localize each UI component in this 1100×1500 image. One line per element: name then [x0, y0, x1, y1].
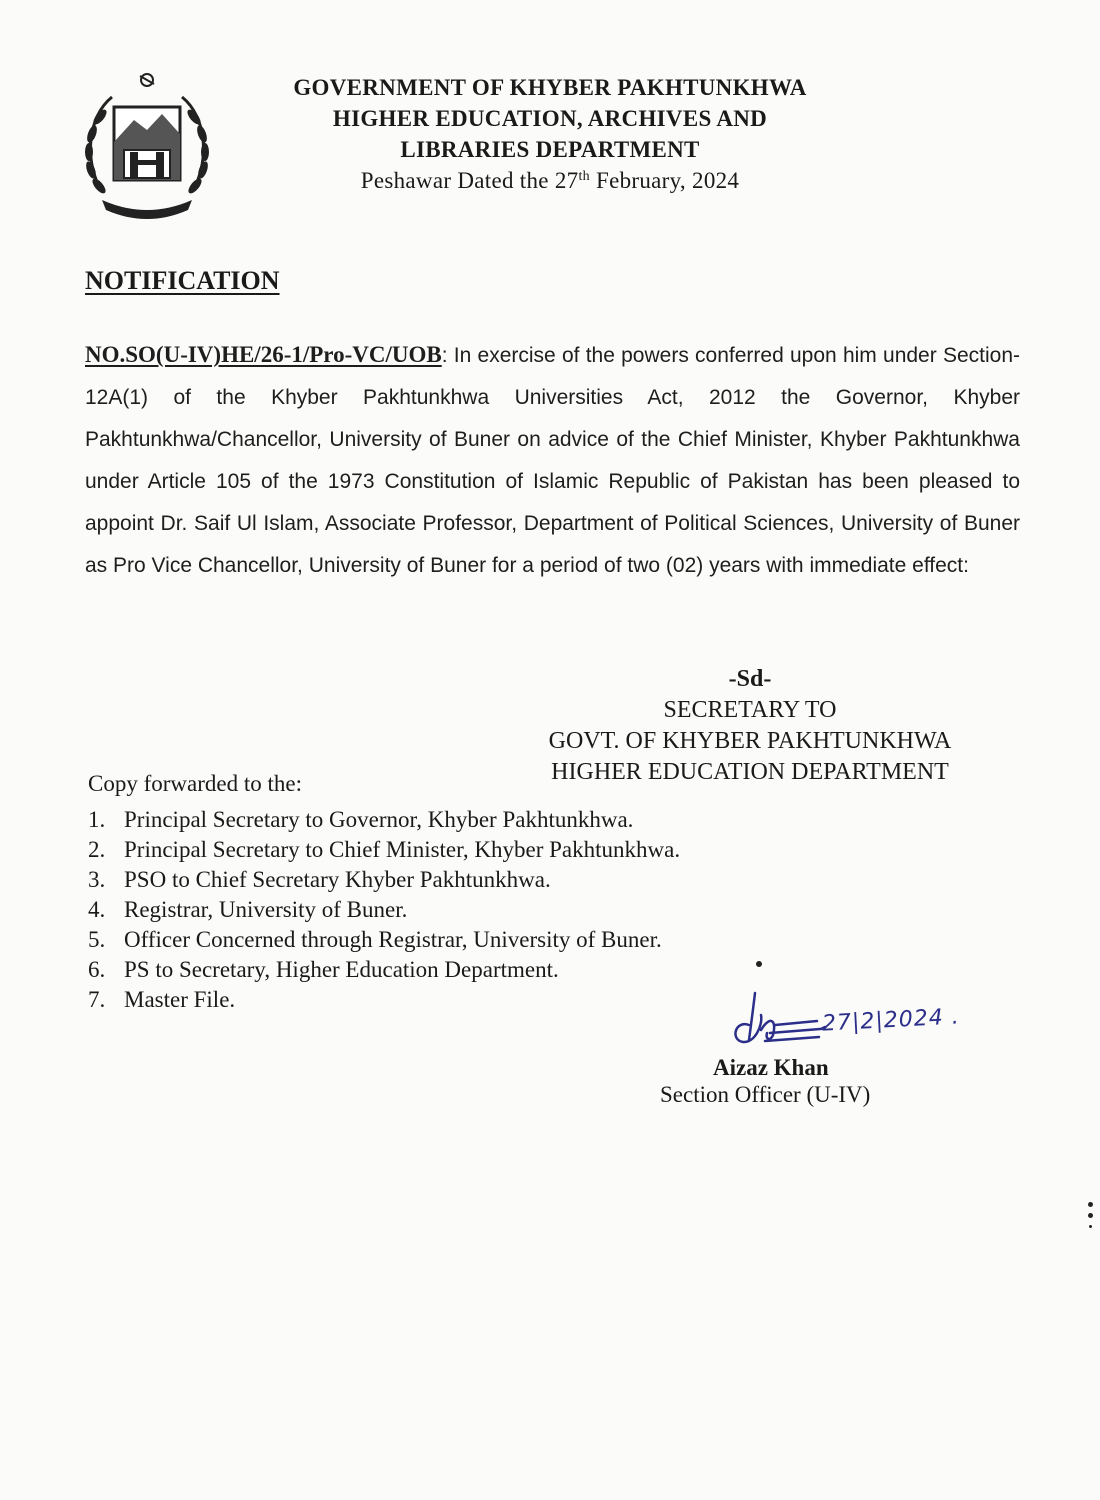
notification-title: NOTIFICATION: [85, 266, 280, 295]
margin-mark: [1088, 1202, 1093, 1207]
list-item: 3. PSO to Chief Secretary Khyber Pakhtunkhwa.: [88, 867, 551, 892]
signatory-block: [510, 664, 990, 788]
kp-government-emblem-icon: [72, 62, 222, 222]
ink-dot: [756, 961, 762, 967]
list-item: 4. Registrar, University of Buner.: [88, 897, 408, 922]
letterhead-government: GOVERNMENT OF KHYBER PAKHTUNKHWA: [293, 75, 807, 100]
signatory-line-1: SECRETARY TO: [663, 697, 837, 723]
list-item: 7. Master File.: [88, 987, 236, 1012]
list-item: 2. Principal Secretary to Chief Minister, Khyber Pakhtunkhwa.: [88, 837, 681, 862]
margin-mark: [1088, 1213, 1093, 1218]
dated-prefix: Peshawar Dated the 27: [360, 168, 579, 193]
letterhead-department-2: LIBRARIES DEPARTMENT: [400, 137, 700, 162]
signatory-line-3: HIGHER EDUCATION DEPARTMENT: [551, 759, 949, 785]
dated-ordinal: th: [578, 169, 590, 184]
letterhead-department-1: HIGHER EDUCATION, ARCHIVES AND: [332, 106, 768, 131]
dated-suffix: February, 2024: [589, 168, 740, 193]
signed-mark: -Sd-: [728, 666, 772, 692]
signature-date: 27|2|2024 .: [821, 1004, 961, 1037]
list-item: 5. Officer Concerned through Registrar, University of Buner.: [88, 927, 662, 952]
signatory-line-2: GOVT. OF KHYBER PAKHTUNKHWA: [548, 728, 952, 754]
list-item: 1. Principal Secretary to Governor, Khyber Pakhtunkhwa.: [88, 807, 634, 832]
reference-number: NO.SO(U-IV)HE/26-1/Pro-VC/UOB: [85, 342, 442, 367]
copy-forwarded-title: Copy forwarded to the:: [88, 771, 302, 796]
notification-body: [85, 334, 1020, 587]
officer-name: Aizaz Khan: [713, 1055, 829, 1080]
officer-title: Section Officer (U-IV): [660, 1082, 871, 1107]
notification-text: : In exercise of the powers conferred upon him under Section-12A(1) of the Khyber Pakhtunkhwa Universities Act, 2012 the Governor, Khyber Pakhtunkhwa/Chancellor, University of Buner on advice of the Chief Minister, Khyber Pakhtunkhwa under Article 105 of the 1973 Constitution of Islamic Republic of Pakistan has been pleased to appoint Dr. Saif Ul Islam, Associate Professor, Department of Political Sciences, University of Buner as Pro Vice Chancellor, University of Buner for a period of two (02) years with immediate effect:: [85, 344, 1020, 577]
letterhead: [230, 72, 870, 196]
copy-forwarded-list: [88, 805, 680, 1015]
dated-line: [230, 165, 870, 196]
margin-mark: [1089, 1225, 1092, 1228]
list-item: 6. PS to Secretary, Higher Education Department.: [88, 957, 559, 982]
